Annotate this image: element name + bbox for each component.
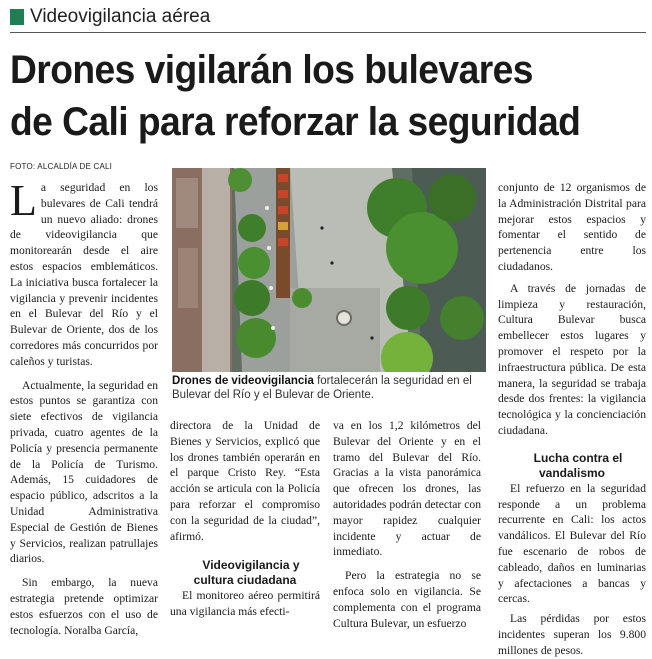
paragraph: A través de jornadas de limpieza y restauración, Cultura Bulevar busca embellecer estos lugares y promover el respeto por la infraestructura pública. De esta manera, la seguridad se trabaja desde dos frentes: la vigilancia tecnológica y la concienciación ciudadana. [498,281,646,437]
headline-line-2: de Cali para reforzar la seguridad [10,100,581,144]
headline [10,44,605,148]
article-column-1 [10,176,158,638]
paragraph: va en los 1,2 kilómetros del Bulevar del Oriente y en el tramo del Bulevar del Río. Gracias a la vista panorámica que ofrecen los drones, las autoridades podrán detectar con mayor rapidez cualquier incidente y actuar de inmediato. [333,419,481,559]
paragraph-text: a seguridad en los bulevares de Cali tendrá un nuevo aliado: drones de videovigilancia que monitorearán desde el aire estos espacios emblemáticos. La iniciativa busca fortalecer la vigilancia y prevenir incidentes en el Bulevar del Río y el Bulevar de Oriente, dos de los corredores más concurridos por caleños y turistas. [10,181,158,368]
aerial-photo [172,168,486,372]
paragraph: Pero la estrategia no se enfoca solo en vigilancia. Se complementa con el programa Cultura Bulevar, un esfuerzo [333,569,481,630]
photo-credit: FOTO: ALCALDÍA DE CALI [10,162,113,171]
caption-text: fortalecerán la seguridad en el Bulevar del Río y el Bulevar de Oriente. [172,375,472,401]
paragraph: Actualmente, la seguridad en estos puntos se garantiza con siete efectivos de vigilancia privada, cuatro agentes de la Policía y presencia permanente de la Policía de Turismo. Además, 15 cuidadores de espacio público, adscritos a la Unidad Administrativa Especial de Gestión de Bienes y Servicios, realizan patrullajes diarios. [10,378,158,566]
aerial-photo-image [172,168,486,372]
section-label: Videovigilancia aérea [30,6,211,27]
dropcap: L [10,176,37,225]
paragraph: Sin embargo, la nueva estrategia pretende optimizar estos esfuerzos con el uso de tecnología. Noralba García, [10,576,158,637]
paragraph: conjunto de 12 organismos de la Administración Distrital para mejorar estos espacios y fomentar el sentido de pertenencia entre los ciudadanos. [498,181,646,273]
section-square-icon [10,9,24,25]
paragraph: El monitoreo aéreo permitirá una vigilancia más efecti- [170,589,320,619]
article-column-2 [170,418,320,620]
paragraph [10,176,158,370]
photo-caption [172,374,486,402]
subheading: Videovigilancia y cultura ciudadana [193,558,300,588]
section-bar [10,6,646,33]
paragraph: Las pérdidas por estos incidentes superan los 9.800 millones de pesos. [498,612,646,657]
article-column-4 [498,180,646,659]
headline-line-1: Drones vigilarán los bulevares [10,48,533,92]
caption-bold: Drones de videovigilancia [172,375,314,387]
article-column-3 [333,418,481,631]
subheading: Lucha contra el vandalismo [533,450,623,480]
paragraph: directora de la Unidad de Bienes y Servicios, explicó que los drones también operarán en el parque Cristo Rey. “Esta acción se articula con la Policía para reforzar el compromiso con la seguridad de la ciudad”, afirmó. [170,419,320,543]
paragraph: El refuerzo en la seguridad responde a un problema recurrente en Cali: los actos vandálicos. El Bulevar del Río fue escenario de robos de cableado, daños en luminarias y afectaciones a bancas y cercas. [498,481,646,606]
